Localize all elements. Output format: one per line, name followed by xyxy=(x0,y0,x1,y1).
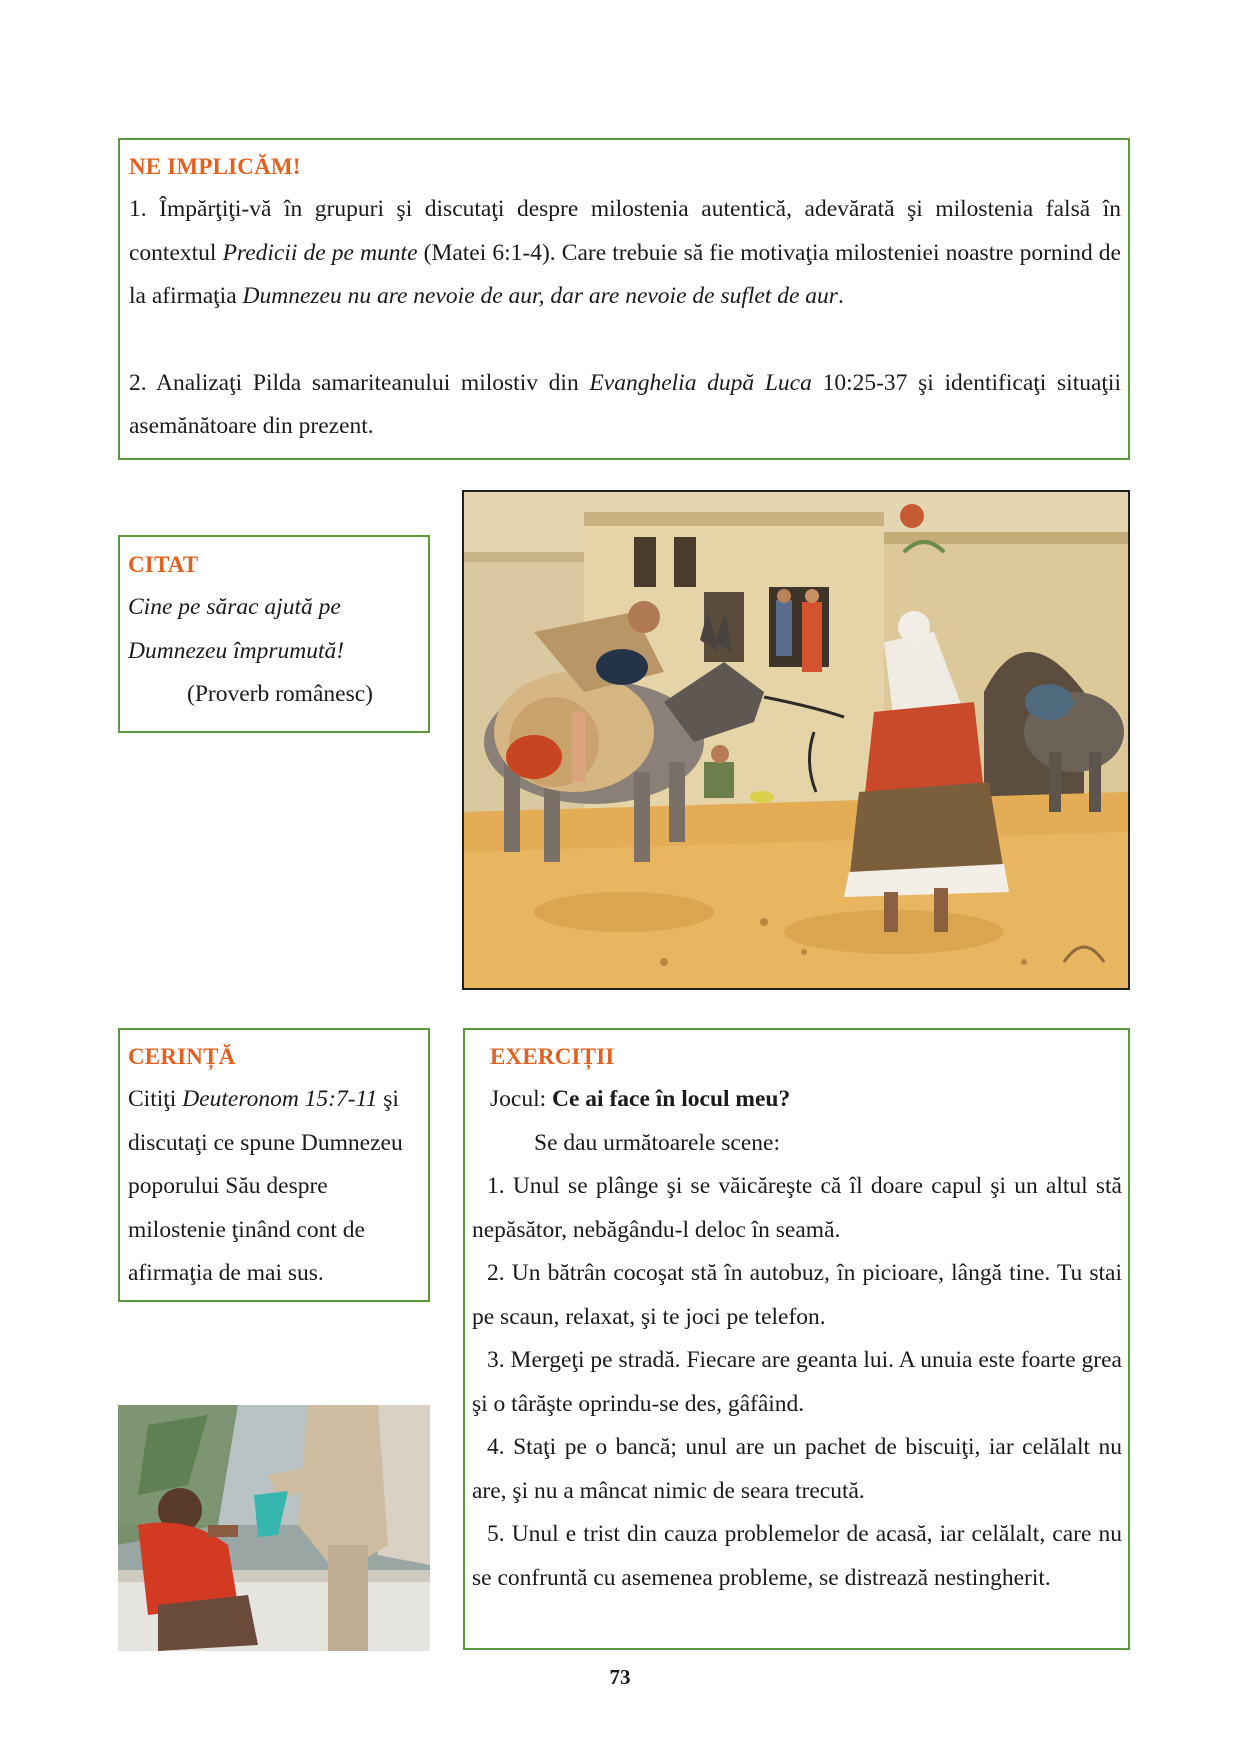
cerinta-text-1: Citiţi xyxy=(128,1086,183,1112)
implicam-p1-end: . xyxy=(837,283,844,309)
cerinta-title: CERINȚĂ xyxy=(128,1044,236,1069)
exercitii-item: 2. Un bătrân cocoşat stă în autobuz, în picioare, lângă tine. Tu stai pe scaun, relaxat, şi te joci pe telefon. xyxy=(472,1260,1122,1330)
implicam-p2-italic: Evanghelia după Luca xyxy=(589,369,812,396)
citat-source: (Proverb românesc) xyxy=(187,681,373,707)
samaritan-illustration xyxy=(462,490,1130,990)
implicam-p2-text-2: 10:25-37 şi identificaţi situaţii asemănătoare din prezent. xyxy=(129,369,1121,439)
charity-photo xyxy=(118,1405,430,1651)
implicam-p1-italic-1: Predicii de pe munte xyxy=(222,239,418,266)
game-title: Ce ai face în locul meu? xyxy=(552,1086,791,1112)
exercitii-game xyxy=(472,1078,1122,1122)
page-number: 73 xyxy=(609,1665,631,1689)
implicam-p1-italic-2: Dumnezeu nu are nevoie de aur, dar are nevoie de suflet de aur xyxy=(242,283,838,309)
implicam-paragraph-1 xyxy=(129,188,1121,319)
exercitii-item: 5. Unul e trist din cauza problemelor de acasă, iar celălalt, care nu se confruntă cu asemenea probleme, se distrează nestingherit. xyxy=(472,1521,1122,1591)
citat-quote-2: Dumnezeu împrumută! xyxy=(128,637,345,664)
cerinta-text xyxy=(128,1078,421,1296)
implicam-title: NE IMPLICĂM! xyxy=(129,154,301,179)
exercitii-item: 4. Staţi pe o bancă; unul are un pachet de biscuiţi, iar celălalt nu are, şi nu a mâncat nimic de seara trecută. xyxy=(472,1434,1122,1504)
implicam-paragraph-2 xyxy=(129,362,1121,449)
cerinta-box xyxy=(118,1028,430,1302)
implicam-p1-text-2: (Matei 6:1-4). Care trebuie să fie motivaţia milosteniei noastre pornind de la afirmaţia xyxy=(129,239,1121,309)
citat-title: CITAT xyxy=(128,552,199,577)
exercitii-box xyxy=(463,1028,1130,1650)
citat-box xyxy=(118,535,430,733)
exercitii-title: EXERCIȚII xyxy=(490,1044,615,1069)
implicam-p1-text: 1. Împărţiţi-vă în grupuri şi discutaţi despre milostenia autentică, adevărată şi milostenia falsă în contextul xyxy=(129,196,1121,266)
exercitii-intro: Se dau următoarele scene: xyxy=(534,1129,780,1156)
citat-line-1 xyxy=(128,586,421,630)
exercitii-item: 3. Mergeţi pe stradă. Fiecare are geanta lui. A unuia este foarte grea şi o târăşte oprindu-se des, gâfâind. xyxy=(472,1347,1122,1417)
citat-line-2 xyxy=(128,630,421,674)
game-prefix: Jocul: xyxy=(490,1086,553,1112)
cerinta-text-2: şi discutaţi ce spune Dumnezeu poporului Său despre milostenie ţinând cont de afirmaţia de mai sus. xyxy=(128,1086,403,1286)
exercitii-item: 1. Unul se plânge şi se văicăreşte că îl doare capul şi un altul stă nepăsător, nebăgându-l deloc în seamă. xyxy=(472,1173,1122,1243)
implicam-p2-text: 2. Analizaţi Pilda samariteanului milostiv din xyxy=(129,369,590,396)
citat-quote-1: Cine pe sărac ajută pe xyxy=(128,594,341,620)
cerinta-reference: Deuteronom 15:7-11 xyxy=(182,1086,378,1112)
implicam-box xyxy=(118,138,1130,460)
